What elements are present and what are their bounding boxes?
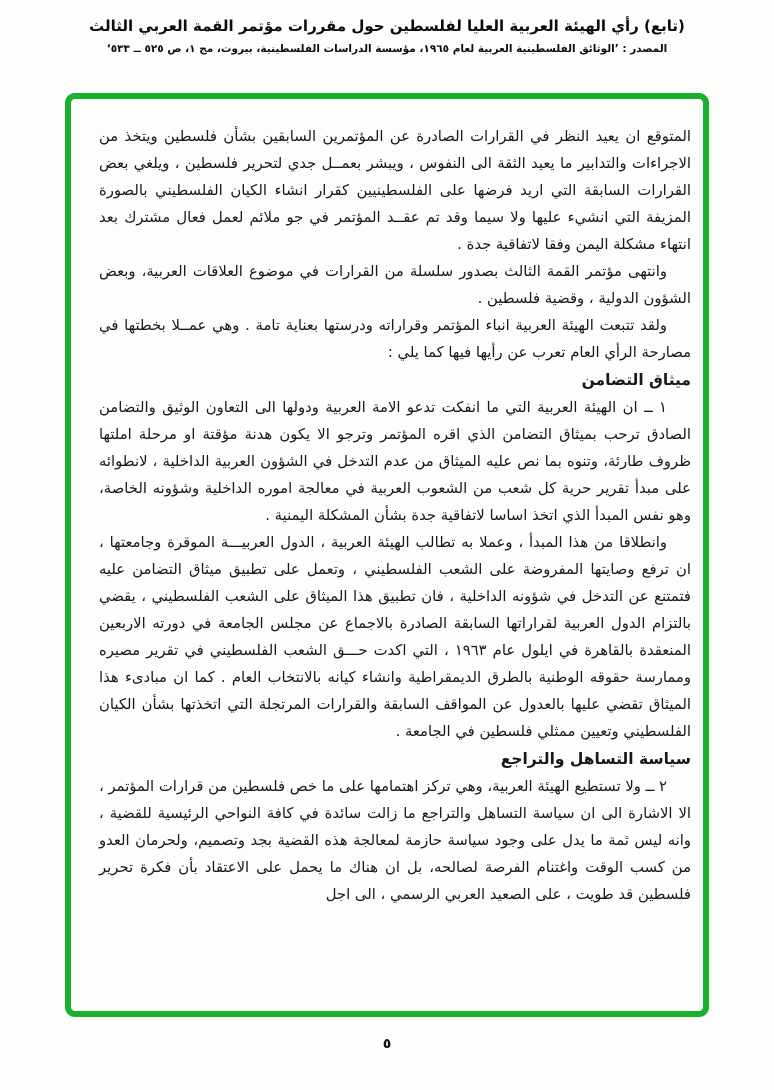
body-paragraph: ولقد تتبعت الهيئة العربية انباء المؤتمر وقراراته ودرستها بعناية تامة . وهي عمــلا بخطتها في مصارحة الرأي العام تعرب عن رأيها فيها كما يلي :	[99, 317, 691, 361]
body-paragraph: وانطلاقا من هذا المبدأ ، وعملا به تطالب الهيئة العربية ، الدول العربيـــة الموقرة وجامعتها ، ان ترفع وصايتها المفروضة على الشعب الفلسطيني ، وتعمل على تطبيق ميثاق التضامن عليه فتمتنع عن التدخل في شؤونه الداخلية ، فان تطبيق هذا الميثاق على الشعب الفلسطيني ، يقضي بالتزام الدول العربية لقراراتها السابقة الصادرة بالاجماع عن مجلس الجامعة في دورته الاربعين المنعقدة بالقاهرة في ايلول عام ١٩٦٣ ، التي اكدت حـــق الشعب الفلسطيني في تقرير مصيره وممارسة حقوقه الوطنية بالطرق الديمقراطية وانشاء كيانه بالانتخاب العام . كما ان مبادىء هذا الميثاق تقضي عليها بالعدول عن المواقف السابقة والقرارات المرتجلة التي اتخذتها بشأن الكيان الفلسطيني وتعيين ممثلي فلسطين في الجامعة .	[99, 534, 691, 740]
page-number: ٥	[382, 1036, 392, 1052]
section-heading-solidarity-charter: ميثاق التضامن	[581, 371, 691, 389]
document-header	[0, 16, 774, 55]
body-paragraph: ٢ ــ ولا تستطيع الهيئة العربية، وهي تركز اهتمامها على ما خص فلسطين من قرارات المؤتمر ، الا الاشارة الى ان سياسة التساهل والتراجع ما زالت سائدة في كافة النواحي الرئيسية للقضية ، وانه ليس ثمة ما يدل على وجود سياسة حازمة لمعالجة هذه القضية بجد وتصميم، ولحرمان العدو من كسب الوقت واغتنام الفرصة لصالحه، بل ان هناك ما يحمل على الاعتقاد بأن فكرة تحرير فلسطين قد طويت ، على الصعيد العربي الرسمي ، الى اجل	[99, 778, 691, 903]
body-paragraph: وانتهى مؤتمر القمة الثالث بصدور سلسلة من القرارات في موضوع العلاقات العربية، وبعض الشؤون الدولية ، وقضية فلسطين .	[99, 263, 691, 307]
body-paragraph: المتوقع ان يعيد النظر في القرارات الصادرة عن المؤتمرين السابقين بشأن فلسطين ويتخذ من الاجراءات والتدابير ما يعيد الثقة الى النفوس ، ويبشر بعمــل جدي لتحرير فلسطين ، ويلغي بعض القرارات السابقة التي اريد فرضها على الفلسطينيين كقرار انشاء الكيان الفلسطيني بالصورة المزيفة التي انشيء عليها ولا سيما وقد تم عقــد المؤتمر في جو ملائم لعمل فعال مشترك بعد انتهاء مشكلة اليمن وفقا لاتفاقية جدة .	[99, 128, 691, 253]
document-source-line: المصدر : ’الوثائق الفلسطينية العربية لعام ١٩٦٥، مؤسسة الدراسات الفلسطينية، بيروت، مج ١، ص ٥٢٥ ــ ٥٣٣‘	[106, 43, 668, 55]
body-paragraph: ١ ــ ان الهيئة العربية التي ما انفكت تدعو الامة العربية ودولها الى التعاون الوثيق والتضامن الصادق ترحب بميثاق التضامن الذي اقره المؤتمر وترجو الا يكون هدنة مؤقتة او مرحلة املتها ظروف طارئة، وتنوه بما نص عليه الميثاق من عدم التدخل في الشؤون العربية الداخلية ، لانطوائه على مبدأ تقرير حرية كل شعب من الشعوب العربية في معالجة اموره الداخلية وشؤونه الخاصة، وهو نفس المبدأ الذي اتخذ اساسا لاتفاقية جدة بشأن المشكلة اليمنية .	[99, 399, 691, 524]
content-border-box	[65, 93, 709, 1017]
section-heading-leniency-retreat-policy: سياسة التساهل والتراجع	[500, 750, 691, 768]
document-body	[71, 99, 703, 1011]
document-title: (تابع) رأي الهيئة العربية العليا لفلسطين حول مقررات مؤتمر القمة العربي الثالث	[89, 17, 685, 35]
